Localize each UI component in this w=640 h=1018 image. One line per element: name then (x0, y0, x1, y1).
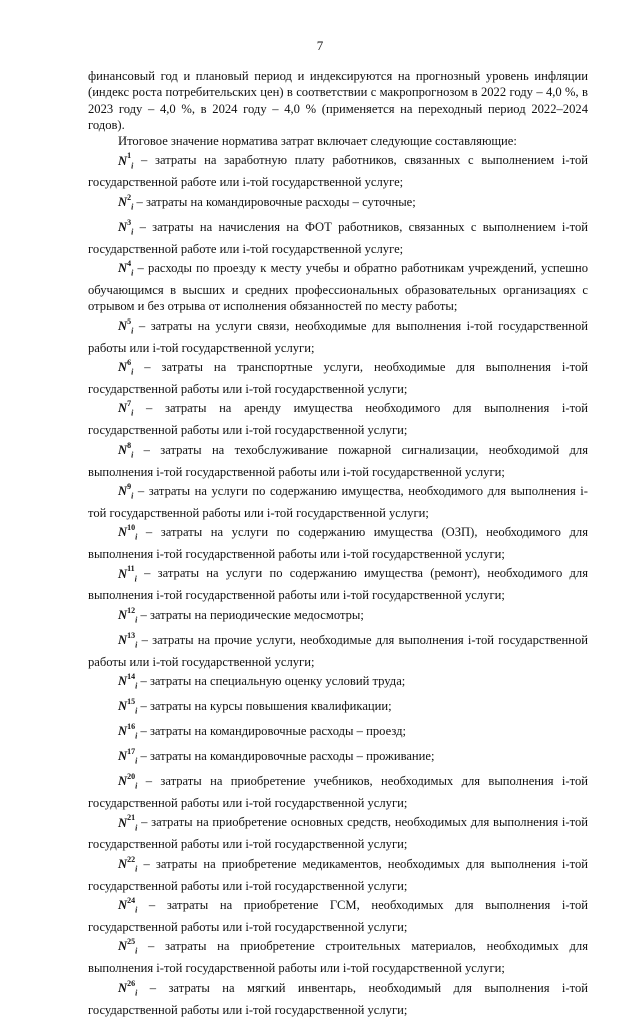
cost-component-text: – затраты на техобслуживание пожарной сигнализации, необходимой для выполнения i-той государственной работы или i-той государственной услуги; (88, 442, 588, 479)
formula-symbol: $N^{20}_i$ (118, 772, 138, 791)
cost-component-text: – затраты на начисления на ФОТ работников, связанных с выполнением i-той государственной работе или i-той государственной услуге; (88, 219, 588, 256)
formula-symbol: $N^{13}_i$ (118, 630, 138, 650)
formula-symbol: $N^{25}_i$ (118, 937, 138, 956)
cost-component-item (88, 191, 588, 216)
lead-paragraph: Итоговое значение норматива затрат включает следующие составляющие: (118, 134, 517, 149)
cost-component-item (88, 315, 588, 356)
formula-symbol: $N^{26}_i$ (118, 978, 138, 998)
cost-component-item (88, 695, 588, 720)
cost-component-text: – затраты на приобретение строительных материалов, необходимых для выполнения i-той государственной работы или i-той государственной услуги; (88, 939, 588, 976)
formula-symbol: $N^{11}_i$ (118, 564, 137, 584)
cost-component-text: – затраты на приобретение медикаментов, необходимых для выполнения i-той государственной работы или i-той государственной услуги; (88, 856, 588, 893)
formula-symbol: $N^{21}_i$ (118, 813, 138, 833)
cost-component-text: – затраты на командировочные расходы – проживание; (137, 749, 435, 764)
cost-component-item (88, 935, 588, 976)
cost-component-item (88, 720, 588, 745)
formula-symbol: $N^{17}_i$ (118, 747, 138, 766)
cost-component-text: – затраты на услуги по содержанию имущества (ремонт), необходимого для выполнения i-той государственной работы или i-той государственной услуги; (88, 566, 588, 603)
cost-component-text: – затраты на приобретение учебников, необходимых для выполнения i-той государственной работы или i-той государственной услуги; (88, 774, 588, 811)
formula-symbol: $N^3_i$ (118, 217, 134, 237)
cost-component-item (88, 257, 588, 315)
document-body (88, 68, 588, 1018)
cost-component-text: – затраты на специальную оценку условий труда; (137, 674, 406, 689)
cost-components-list (88, 149, 588, 1017)
cost-component-text: – затраты на аренду имущества необходимого для выполнения i-той государственной работы или i-той государственной услуги; (88, 401, 588, 438)
formula-symbol: $N^{22}_i$ (118, 854, 138, 874)
cost-component-text: – затраты на командировочные расходы – суточные; (133, 194, 416, 209)
cost-component-item (88, 216, 588, 257)
formula-symbol: $N^2_i$ (118, 192, 134, 212)
intro-paragraph: финансовый год и плановый период и индексируются на прогнозный уровень инфляции (индекс роста потребительских цен) в соответствии с макропрогнозом в 2022 году – 4,0 %, в 2023 году – 4,0 %, в 2024 году – 4,0 % (применяется на переходный период 2022–2024 годов). (88, 69, 588, 132)
cost-component-item (88, 397, 588, 438)
cost-component-text: – затраты на прочие услуги, необходимые для выполнения i-той государственной работы или i-той государственной услуги; (88, 632, 588, 669)
formula-symbol: $N^{10}_i$ (118, 523, 138, 542)
formula-symbol: $N^6_i$ (118, 357, 134, 377)
cost-component-text: – затраты на периодические медосмотры; (137, 607, 364, 622)
cost-component-item (88, 745, 588, 770)
cost-component-item (88, 480, 588, 521)
formula-symbol: $N^{15}_i$ (118, 697, 138, 716)
formula-symbol: $N^{12}_i$ (118, 605, 138, 625)
cost-component-item (88, 149, 588, 190)
cost-component-item (88, 562, 588, 603)
formula-symbol: $N^{16}_i$ (118, 722, 138, 741)
cost-component-text: – затраты на заработную плату работников, связанных с выполнением i-той государственной работе или i-той государственной услуге; (88, 153, 588, 190)
formula-symbol: $N^{24}_i$ (118, 895, 138, 915)
cost-component-text: – затраты на курсы повышения квалификации; (137, 699, 392, 714)
cost-component-item (88, 853, 588, 894)
cost-component-text: – затраты на услуги по содержанию имущества, необходимого для выполнения i-той государственной работы или i-той государственной услуги; (88, 484, 588, 520)
cost-component-item (88, 356, 588, 397)
cost-component-item (88, 977, 588, 1018)
cost-component-text: – затраты на услуги по содержанию имущества (ОЗП), необходимого для выполнения i-той государственной работы или i-той государственной услуги; (88, 525, 588, 562)
cost-component-item (88, 439, 588, 480)
formula-symbol: $N^7_i$ (118, 399, 134, 418)
page-number: 7 (316, 38, 324, 53)
cost-component-text: – затраты на командировочные расходы – проезд; (137, 724, 406, 739)
cost-component-item (88, 894, 588, 935)
cost-component-item (88, 670, 588, 695)
formula-symbol: $N^4_i$ (118, 259, 134, 278)
cost-component-item (88, 521, 588, 562)
formula-symbol: $N^9_i$ (118, 481, 134, 501)
cost-component-text: – затраты на мягкий инвентарь, необходимый для выполнения i-той государственной работы или i-той государственной услуги; (88, 980, 588, 1017)
cost-component-item (88, 629, 588, 670)
cost-component-item (88, 811, 588, 852)
cost-component-text: – затраты на транспортные услуги, необходимые для выполнения i-той государственной работы или i-той государственной услуги; (88, 360, 588, 396)
cost-component-item (88, 770, 588, 811)
formula-symbol: $N^5_i$ (118, 316, 134, 336)
formula-symbol: $N^{14}_i$ (118, 672, 138, 691)
cost-component-text: – затраты на приобретение основных средств, необходимых для выполнения i-той государственной работы или i-той государственной услуги; (88, 815, 588, 852)
formula-symbol: $N^1_i$ (118, 151, 134, 171)
cost-component-text: – затраты на приобретение ГСМ, необходимых для выполнения i-той государственной работы или i-той государственной услуги; (88, 898, 588, 934)
cost-component-item (88, 604, 588, 629)
cost-component-text: – затраты на услуги связи, необходимые для выполнения i-той государственной работы или i-той государственной услуги; (88, 318, 588, 355)
cost-component-text: – расходы по проезду к месту учебы и обратно работникам учреждений, успешно обучающимся в высших и средних профессиональных образовательных организациях с отрывом и без отрыва от исполнения обязанностей по месту работы; (88, 261, 588, 314)
formula-symbol: $N^8_i$ (118, 440, 134, 460)
